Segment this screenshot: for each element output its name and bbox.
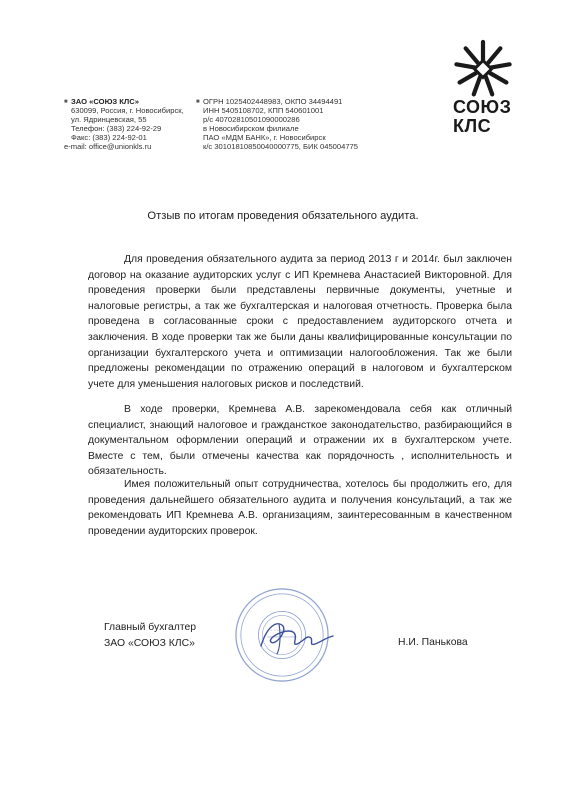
paragraph-text: Для проведения обязательного аудита за период 2013 г и 2014г. был заключен договор на оказание аудиторских услуг с ИП Кремнева Анастасией Викторовной. Для проведения проверки были представлены первичные документы, учетные и налоговые регистры, а так же бухгалтерская и налоговая отчетность. Проверка была проведена в согласованные сроки с предоставлением аудиторского отчета и заключения. В ходе проверки так же были даны квалифицированные консультации по организации бухгалтерского учета и оптимизации налогообложения. Так же были предложены рекомендации по отражению операций в налоговом и бухгалтерском учете для уменьшения налоговых рисков и последствий.	[88, 254, 512, 390]
street-line: ул. Ядринцевская, 55	[71, 114, 147, 124]
company-logo-wordmark	[453, 98, 523, 136]
signatory-name: Н.И. Панькова	[398, 637, 468, 648]
phone-line: Телефон: (383) 224-92-29	[71, 123, 162, 133]
ogrn-line: ОГРН 1025402448983, ОКПО 34494491	[203, 97, 343, 106]
logo-word-kls: КЛС	[453, 116, 492, 136]
signatory-position	[104, 620, 196, 652]
position-title: Главный бухгалтер	[104, 622, 197, 633]
body-paragraph-3	[88, 477, 512, 539]
inn-line: ИНН 5405108702, КПП 540601001	[203, 105, 324, 115]
position-company: ЗАО «СОЮЗ КЛС»	[104, 638, 195, 649]
company-contacts	[64, 98, 194, 151]
bullet-icon: ■	[64, 99, 68, 105]
body-paragraph-1	[88, 252, 512, 392]
logo-word-soyuz: СОЮЗ	[453, 97, 512, 117]
company-name: ЗАО «СОЮЗ КЛС»	[71, 97, 139, 106]
correspondent-account-line: к/с 30101810850040000775, БИК 045004775	[203, 141, 359, 151]
body-paragraph-2	[88, 402, 512, 480]
email-line: e-mail: office@unionkls.ru	[64, 141, 152, 151]
bank-details	[196, 98, 426, 151]
document-title: Отзыв по итогам проведения обязательного аудита.	[147, 210, 419, 222]
paragraph-text: Имея положительный опыт сотрудничества, хотелось бы продолжить его, для проведения дальнейшего обязательного аудита и получения консультаций, а так же рекомендовать ИП Кремнева А.В. организациям, заинтересованным в качественном проведении аудиторских проверок.	[88, 479, 512, 537]
fax-line: Факс: (383) 224-92-01	[71, 132, 147, 142]
handwritten-signature	[253, 616, 339, 656]
address-line: 630099, Россия, г. Новосибирск,	[71, 105, 184, 115]
bank-line: ПАО «МДМ БАНК», г. Новосибирск	[203, 132, 326, 142]
account-line: р/с 40702810501090000286	[203, 114, 300, 124]
paragraph-text: В ходе проверки, Кремнева А.В. зарекомендовала себя как отличный специалист, знающий налоговое и граждансткое законодательство, разбирающийся в документальном оформлении операций и отражении их в бухгалтерском учете. Вместе с тем, были отмечены качества как порядочность , исполнительность и обязательность.	[88, 404, 512, 478]
company-logo-icon	[452, 38, 514, 100]
bullet-icon: ■	[196, 99, 200, 105]
branch-line: в Новосибирском филиале	[203, 123, 299, 133]
